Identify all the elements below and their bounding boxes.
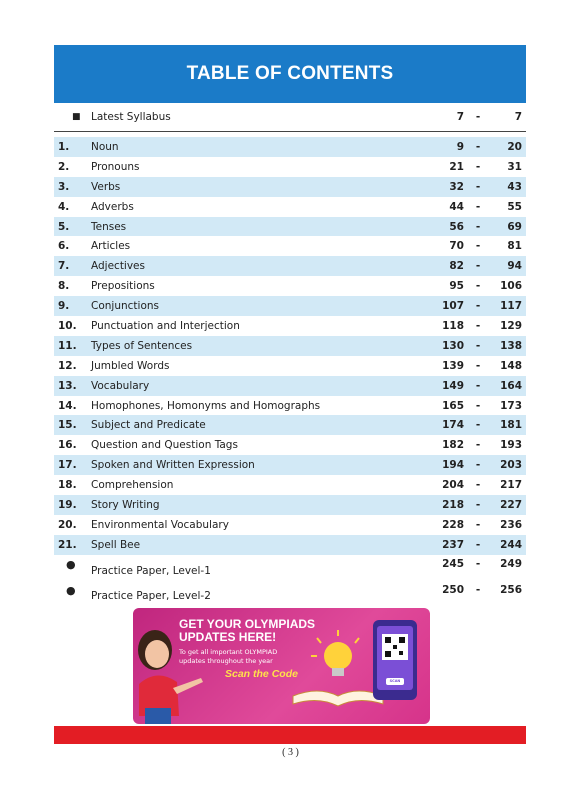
- chapter-end-page: 244: [500, 538, 522, 551]
- chapter-title: Pronouns: [91, 160, 140, 173]
- chapter-number: 11.: [58, 339, 77, 352]
- page-range-separator: -: [475, 280, 481, 293]
- practice-row-1: [54, 554, 526, 577]
- chapter-number: 4.: [58, 200, 70, 213]
- chapter-start-page: 32: [449, 180, 464, 193]
- footer-bar: [54, 726, 526, 744]
- page-range-separator: -: [475, 220, 481, 233]
- chapter-end-page: 117: [500, 300, 522, 313]
- page-range-separator: -: [475, 558, 481, 570]
- toc-row: [54, 236, 526, 256]
- page-range-separator: -: [475, 419, 481, 432]
- chapter-number: 17.: [58, 459, 77, 472]
- chapter-end-page: 164: [500, 379, 522, 392]
- chapter-end-page: 193: [500, 439, 522, 452]
- chapter-title: Jumbled Words: [91, 359, 170, 372]
- banner-subtitle: To get all important OLYMPIAD updates throughout the year: [179, 648, 278, 665]
- syllabus-row: [54, 107, 526, 127]
- toc-row: [54, 157, 526, 177]
- chapter-title: Conjunctions: [91, 300, 159, 313]
- chapter-number: 2.: [58, 160, 70, 173]
- page-range-separator: -: [475, 439, 481, 452]
- toc-row: [54, 276, 526, 296]
- chapter-start-page: 44: [449, 200, 464, 213]
- chapter-number: 16.: [58, 439, 77, 452]
- chapter-number: 10.: [58, 319, 77, 332]
- toc-row: [54, 217, 526, 237]
- toc-row: [54, 177, 526, 197]
- chapter-end-page: 55: [507, 200, 522, 213]
- square-bullet-icon: ■: [72, 112, 81, 122]
- page-range-separator: -: [475, 339, 481, 352]
- page-range-separator: -: [475, 140, 481, 153]
- chapter-start-page: 194: [442, 459, 464, 472]
- page-range-separator: -: [475, 584, 481, 596]
- chapter-end-page: 69: [507, 220, 522, 233]
- divider: [54, 131, 526, 132]
- dot-bullet-icon: ●: [66, 557, 76, 571]
- toc-row: [54, 475, 526, 495]
- page-range-separator: -: [475, 111, 481, 123]
- chapter-title: Prepositions: [91, 280, 155, 293]
- phone-scan-button[interactable]: SCAN: [389, 679, 401, 683]
- syllabus-start-page: 7: [456, 111, 464, 123]
- chapter-number: 6.: [58, 240, 70, 253]
- chapter-title: Homophones, Homonyms and Homographs: [91, 399, 321, 412]
- page-range-separator: -: [475, 260, 481, 273]
- chapter-title: Noun: [91, 140, 119, 153]
- chapter-start-page: 228: [442, 518, 464, 531]
- banner-title-line-1: GET YOUR OLYMPIADS: [179, 617, 316, 631]
- dot-bullet-icon: ●: [66, 583, 76, 597]
- page-range-separator: -: [475, 518, 481, 531]
- chapter-title: Story Writing: [91, 498, 160, 511]
- toc-row: [54, 137, 526, 157]
- page-number: ( 3 ): [282, 747, 299, 758]
- toc-row: [54, 197, 526, 217]
- chapter-title: Verbs: [91, 180, 121, 193]
- page-range-separator: -: [475, 359, 481, 372]
- girl-illustration-icon: [138, 630, 203, 724]
- chapter-number: 14.: [58, 399, 77, 412]
- chapter-number: 13.: [58, 379, 77, 392]
- practice-row-2: [54, 580, 526, 600]
- chapter-number: 20.: [58, 518, 77, 531]
- toc-row: [54, 495, 526, 515]
- page-range-separator: -: [475, 399, 481, 412]
- chapter-title: Punctuation and Interjection: [91, 319, 240, 332]
- chapter-start-page: 21: [449, 160, 464, 173]
- chapter-number: 21.: [58, 538, 77, 551]
- practice-start-page: 250: [442, 584, 464, 596]
- toc-header: [54, 45, 526, 103]
- chapter-number: 15.: [58, 419, 77, 432]
- practice-title: Practice Paper, Level-1: [91, 565, 211, 577]
- chapter-start-page: 174: [442, 419, 464, 432]
- chapter-title: Types of Sentences: [91, 339, 193, 352]
- chapter-start-page: 237: [442, 538, 464, 551]
- chapter-start-page: 182: [442, 439, 464, 452]
- toc-row: [54, 356, 526, 376]
- page-range-separator: -: [475, 479, 481, 492]
- scan-the-code-label: [225, 668, 298, 680]
- chapter-end-page: 181: [500, 419, 522, 432]
- toc-list: [54, 137, 526, 555]
- chapter-number: 18.: [58, 479, 77, 492]
- olympiad-updates-banner[interactable]: [133, 608, 430, 724]
- practice-end-page: 249: [500, 558, 522, 570]
- chapter-end-page: 20: [507, 140, 522, 153]
- page-range-separator: -: [475, 160, 481, 173]
- banner-title-line-2: UPDATES HERE!: [179, 630, 277, 644]
- toc-row: [54, 455, 526, 475]
- scan-word: Scan: [225, 668, 251, 680]
- practice-end-page: 256: [500, 584, 522, 596]
- chapter-start-page: 56: [449, 220, 464, 233]
- lightbulb-icon: [311, 630, 359, 676]
- chapter-end-page: 173: [500, 399, 522, 412]
- syllabus-end-page: 7: [514, 111, 522, 123]
- chapter-number: 19.: [58, 498, 77, 511]
- chapter-title: Adjectives: [91, 260, 145, 273]
- page-range-separator: -: [475, 379, 481, 392]
- toc-row: [54, 336, 526, 356]
- page-range-separator: -: [475, 319, 481, 332]
- chapter-end-page: 148: [500, 359, 522, 372]
- page-range-separator: -: [475, 180, 481, 193]
- chapter-start-page: 130: [442, 339, 464, 352]
- chapter-end-page: 31: [507, 160, 522, 173]
- chapter-number: 9.: [58, 300, 70, 313]
- chapter-number: 7.: [58, 260, 70, 273]
- toc-row: [54, 256, 526, 276]
- syllabus-label: Latest Syllabus: [91, 111, 171, 123]
- phone-qr-icon: [373, 620, 417, 700]
- toc-row: [54, 296, 526, 316]
- chapter-number: 3.: [58, 180, 70, 193]
- toc-row: [54, 316, 526, 336]
- chapter-end-page: 81: [507, 240, 522, 253]
- chapter-start-page: 95: [449, 280, 464, 293]
- open-book-icon: [293, 691, 383, 706]
- banner-title: [179, 618, 315, 644]
- toc-row: [54, 515, 526, 535]
- toc-row: [54, 396, 526, 416]
- chapter-start-page: 165: [442, 399, 464, 412]
- chapter-end-page: 129: [500, 319, 522, 332]
- chapter-start-page: 9: [456, 140, 464, 153]
- chapter-title: Environmental Vocabulary: [91, 518, 229, 531]
- chapter-title: Adverbs: [91, 200, 134, 213]
- chapter-number: 12.: [58, 359, 77, 372]
- chapter-title: Spoken and Written Expression: [91, 459, 255, 472]
- page-range-separator: -: [475, 498, 481, 511]
- chapter-start-page: 118: [442, 319, 464, 332]
- chapter-start-page: 149: [442, 379, 464, 392]
- chapter-end-page: 138: [500, 339, 522, 352]
- chapter-start-page: 70: [449, 240, 464, 253]
- page-range-separator: -: [475, 300, 481, 313]
- chapter-start-page: 82: [449, 260, 464, 273]
- chapter-end-page: 106: [500, 280, 522, 293]
- chapter-title: Question and Question Tags: [91, 439, 238, 452]
- practice-title: Practice Paper, Level-2: [91, 590, 211, 602]
- chapter-title: Spell Bee: [91, 538, 141, 551]
- chapter-start-page: 218: [442, 498, 464, 511]
- chapter-end-page: 227: [500, 498, 522, 511]
- toc-row: [54, 376, 526, 396]
- practice-start-page: 245: [442, 558, 464, 570]
- chapter-title: Tenses: [91, 220, 127, 233]
- page-range-separator: -: [475, 459, 481, 472]
- chapter-end-page: 43: [507, 180, 522, 193]
- toc-row: [54, 435, 526, 455]
- chapter-number: 5.: [58, 220, 70, 233]
- chapter-number: 8.: [58, 280, 70, 293]
- chapter-start-page: 107: [442, 300, 464, 313]
- page-range-separator: -: [475, 538, 481, 551]
- chapter-title: Subject and Predicate: [91, 419, 206, 432]
- chapter-end-page: 217: [500, 479, 522, 492]
- chapter-number: 1.: [58, 140, 70, 153]
- toc-row: [54, 415, 526, 435]
- chapter-title: Articles: [91, 240, 131, 253]
- chapter-start-page: 204: [442, 479, 464, 492]
- page-title: TABLE OF CONTENTS: [186, 63, 394, 84]
- chapter-end-page: 203: [500, 459, 522, 472]
- scan-rest: the Code: [250, 668, 298, 680]
- page-range-separator: -: [475, 240, 481, 253]
- chapter-end-page: 236: [500, 518, 522, 531]
- chapter-start-page: 139: [442, 359, 464, 372]
- chapter-title: Comprehension: [91, 479, 174, 492]
- page-range-separator: -: [475, 200, 481, 213]
- chapter-title: Vocabulary: [91, 379, 150, 392]
- chapter-end-page: 94: [507, 260, 522, 273]
